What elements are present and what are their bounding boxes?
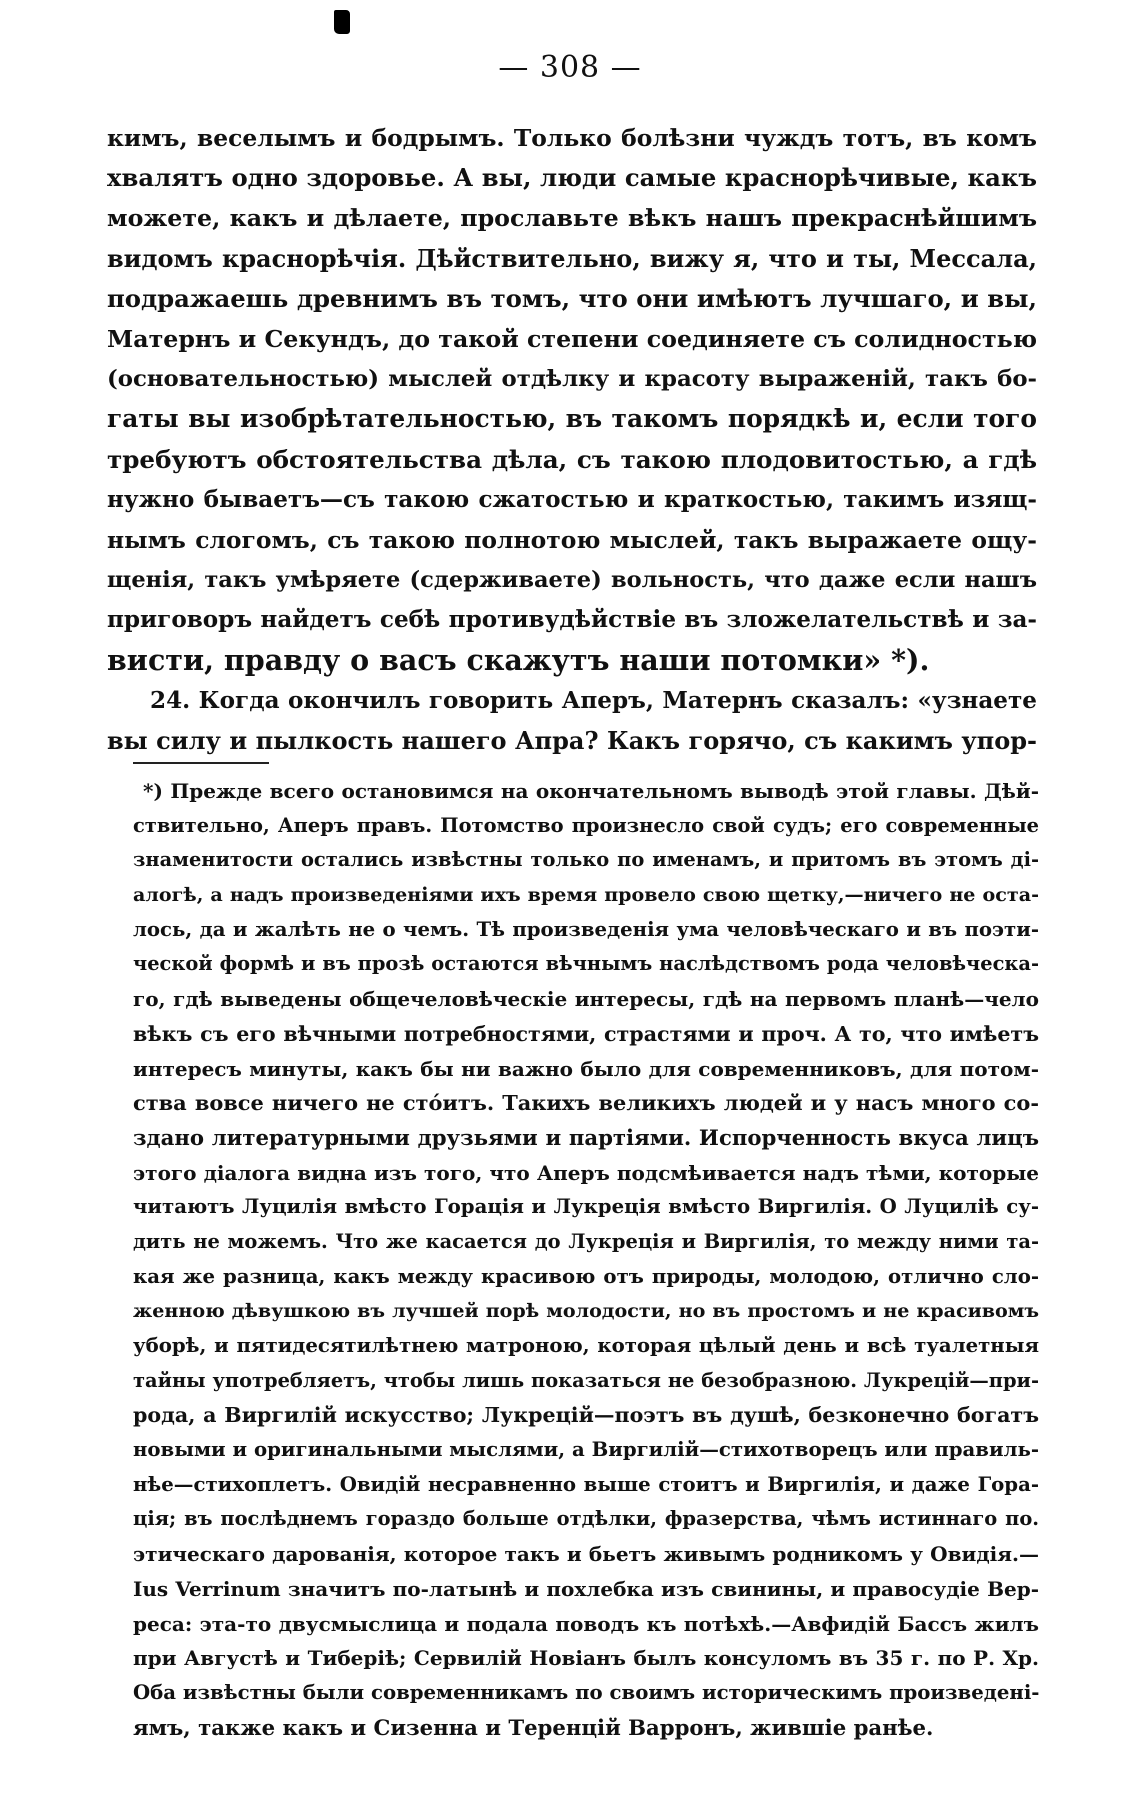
- footnote-line: лось, да и жалѣть не о чемъ. Тѣ произведенія ума человѣческаго и въ поэти-: [133, 917, 1039, 941]
- ink-blot: [334, 10, 350, 34]
- footnote-line: кая же разница, какъ между красивою отъ природы, молодою, отлично сло-: [133, 1264, 1039, 1288]
- text-line: хвалятъ одно здоровье. А вы, люди самые краснорѣчивые, какъ: [107, 163, 1037, 193]
- section-24-start: 24. Когда окончилъ говорить Аперъ, Матернъ сказалъ: «узнаете: [150, 686, 1037, 714]
- page-number: — 308 —: [498, 50, 642, 85]
- footnote-line: уборѣ, и пятидесятилѣтнею матроною, которая цѣлый день и всѣ туалетныя: [133, 1334, 1039, 1357]
- footnote-line: нѣе—стихоплетъ. Овидій несравненно выше стоитъ и Виргилія, и даже Гора-: [133, 1472, 1039, 1496]
- footnote-line: знаменитости остались извѣстны только по именамъ, и притомъ въ этомъ ді-: [133, 848, 1039, 872]
- footnote-line: тайны употребляетъ, чтобы лишь показаться не безобразною. Лукрецій—при-: [133, 1368, 1039, 1392]
- footnote-separator: [133, 762, 269, 764]
- text-line: кимъ, веселымъ и бодрымъ. Только болѣзни чуждъ тотъ, въ комъ: [107, 124, 1037, 152]
- text-line: висти, правду о васъ скажутъ наши потомки» *).: [107, 643, 930, 678]
- footnote-line: новыми и оригинальными мыслями, а Виргилій—стихотворецъ или правиль-: [133, 1438, 1039, 1462]
- text-line: (основательностью) мыслей отдѣлку и красоту выраженій, такъ бо-: [107, 366, 1037, 393]
- text-line: гаты вы изобрѣтательностью, въ такомъ порядкѣ и, если того: [107, 404, 1037, 434]
- footnote-line: дить не можемъ. Что же касается до Лукреція и Виргилія, то между ними та-: [133, 1229, 1039, 1253]
- footnote-line: этическаго дарованія, которое такъ и бьетъ живымъ родникомъ у Овидія.—: [133, 1542, 1039, 1567]
- main-text: [107, 118, 1037, 761]
- footnote-line: рода, а Виргилій искусство; Лукрецій—поэтъ въ душѣ, безконечно богатъ: [133, 1403, 1039, 1428]
- footnote-line: этого діалога видна изъ того, что Аперъ подсмѣивается надъ тѣми, которые: [133, 1160, 1039, 1185]
- footnote-line: Ius Verrinum значитъ по-латынѣ и похлебка изъ свинины, и правосудіе Вер-: [133, 1576, 1039, 1601]
- footnote-line: женною дѣвушкою въ лучшей порѣ молодости, но въ простомъ и не красивомъ: [133, 1299, 1039, 1323]
- footnote-line: ствительно, Аперъ правъ. Потомство произнесло свой судъ; его современные: [133, 813, 1039, 837]
- footnote-line: читаютъ Луцилія вмѣсто Горація и Лукреція вмѣсто Виргилія. О Луцилiѣ су-: [133, 1195, 1039, 1219]
- text-line: Матернъ и Секундъ, до такой степени соединяете съ солидностью: [107, 324, 1038, 353]
- text-line: вы силу и пылкость нашего Апра? Какъ горячо, съ какимъ упор-: [107, 725, 1037, 755]
- footnote-line: го, гдѣ выведены общечеловѣческіе интересы, гдѣ на первомъ планѣ—чело: [133, 987, 1039, 1012]
- footnote-line: ства вовсе ничего не стóитъ. Такихъ великихъ людей и у насъ много со-: [133, 1090, 1039, 1116]
- text-line: видомъ краснорѣчія. Дѣйствительно, вижу я, что и ты, Мессала,: [107, 243, 1037, 273]
- text-line: приговоръ найдетъ себѣ противудѣйствіе въ зложелательствѣ и за-: [107, 606, 1037, 634]
- text-line: подражаешь древнимъ въ томъ, что они имѣютъ лучшаго, и вы,: [107, 283, 1037, 313]
- footnote-line: алогѣ, а надъ произведеніями ихъ время провело свою щетку,—ничего не оста-: [133, 883, 1039, 907]
- footnote-line: Оба извѣстны были современникамъ по своимъ историческимъ произведені-: [133, 1680, 1040, 1704]
- footnote-line: ямъ, также какъ и Сизенна и Теренцій Варронъ, жившіе ранѣе.: [133, 1714, 934, 1740]
- text-line: щенія, такъ умѣряете (сдерживаете) вольность, что даже если нашъ: [107, 567, 1037, 594]
- footnote-line: реса: эта-то двусмыслица и подала поводъ къ потѣхѣ.—Авфидій Бассъ жилъ: [133, 1611, 1039, 1636]
- footnote-line: при Августѣ и Тиберіѣ; Сервилій Новіанъ былъ консуломъ въ 35 г. по Р. Хр.: [133, 1646, 1039, 1671]
- footnote-line: ція; въ послѣднемъ гораздо больше отдѣлки, фразерства, чѣмъ истиннаго по.: [133, 1507, 1039, 1531]
- text-line: можете, какъ и дѣлаете, прославьте вѣкъ нашъ прекраснѣйшимъ: [107, 204, 1037, 233]
- footnote-line: интересъ минуты, какъ бы ни важно было для современниковъ, для потом-: [133, 1056, 1039, 1081]
- footnote-line: ческой формѣ и въ прозѣ остаются вѣчнымъ наслѣдствомъ рода человѣческа-: [133, 952, 1039, 976]
- text-line: нымъ слогомъ, съ такою полнотою мыслей, такъ выражаете ощу-: [107, 525, 1037, 554]
- text-line: требуютъ обстоятельства дѣла, съ такою плодовитостью, а гдѣ: [107, 444, 1037, 474]
- text-line: нужно бываетъ—съ такою сжатостью и краткостью, такимъ изящ-: [107, 485, 1037, 513]
- footnote: [133, 774, 1039, 1745]
- footnote-line: здано литературными друзьями и партіями. Испорченность вкуса лицъ: [133, 1124, 1039, 1150]
- footnote-line: *) Прежде всего остановимся на окончательномъ выводѣ этой главы. Дѣй-: [143, 779, 1039, 803]
- footnote-line: вѣкъ съ его вѣчными потребностями, страстями и проч. А то, что имѣетъ: [133, 1021, 1039, 1046]
